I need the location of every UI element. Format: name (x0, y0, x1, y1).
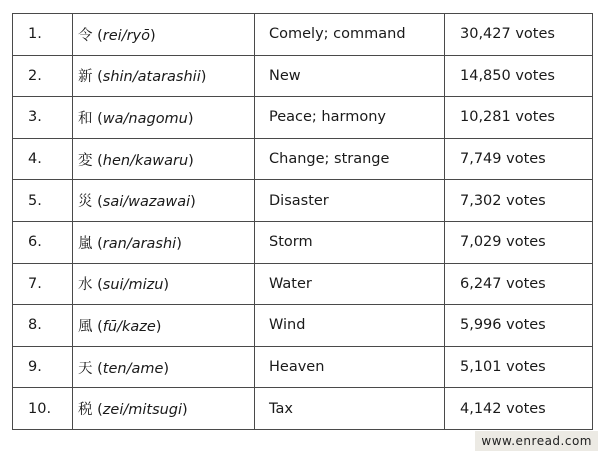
votes-cell: 7,029 votes (445, 221, 593, 263)
rank-cell: 8. (13, 305, 73, 347)
kanji-cell: 天 (ten/ame) (73, 346, 255, 388)
meaning-cell: Tax (255, 388, 445, 430)
meaning-cell: Heaven (255, 346, 445, 388)
kanji-cell: 災 (sai/wazawai) (73, 180, 255, 222)
table-row (13, 55, 593, 97)
table-body (13, 14, 593, 430)
kanji-cell: 和 (wa/nagomu) (73, 97, 255, 139)
kanji-reading: sai/wazawai (102, 194, 191, 211)
kanji-character: 和 (78, 110, 93, 127)
table-row (13, 97, 593, 139)
rank-cell: 9. (13, 346, 73, 388)
kanji-cell: 税 (zei/mitsugi) (73, 388, 255, 430)
kanji-ranking-table (12, 13, 593, 430)
kanji-reading: wa/nagomu (102, 110, 188, 127)
table-row (13, 388, 593, 430)
kanji-reading: fū/kaze (102, 318, 156, 335)
votes-cell: 5,996 votes (445, 305, 593, 347)
kanji-cell: 嵐 (ran/arashi) (73, 221, 255, 263)
kanji-cell: 水 (sui/mizu) (73, 263, 255, 305)
meaning-cell: Disaster (255, 180, 445, 222)
rank-cell: 1. (13, 14, 73, 56)
votes-cell: 10,281 votes (445, 97, 593, 139)
table-row (13, 263, 593, 305)
meaning-cell: Storm (255, 221, 445, 263)
table-row (13, 346, 593, 388)
meaning-cell: Change; strange (255, 138, 445, 180)
kanji-reading: shin/atarashii (102, 69, 201, 86)
rank-cell: 10. (13, 388, 73, 430)
meaning-cell: Comely; command (255, 14, 445, 56)
kanji-reading: rei/ryō (102, 27, 150, 44)
meaning-cell: Wind (255, 305, 445, 347)
kanji-cell: 風 (fū/kaze) (73, 305, 255, 347)
votes-cell: 7,302 votes (445, 180, 593, 222)
kanji-reading: zei/mitsugi (102, 402, 183, 419)
votes-cell: 30,427 votes (445, 14, 593, 56)
votes-cell: 6,247 votes (445, 263, 593, 305)
kanji-reading: sui/mizu (102, 277, 164, 294)
kanji-character: 風 (78, 318, 93, 335)
kanji-cell: 令 (rei/ryō) (73, 14, 255, 56)
meaning-cell: New (255, 55, 445, 97)
rank-cell: 7. (13, 263, 73, 305)
table-row (13, 180, 593, 222)
kanji-character: 災 (78, 194, 93, 211)
rank-cell: 6. (13, 221, 73, 263)
rank-cell: 5. (13, 180, 73, 222)
rank-cell: 2. (13, 55, 73, 97)
kanji-reading: ten/ame (102, 360, 164, 377)
kanji-character: 新 (78, 69, 93, 86)
kanji-character: 水 (78, 277, 93, 294)
meaning-cell: Peace; harmony (255, 97, 445, 139)
votes-cell: 4,142 votes (445, 388, 593, 430)
kanji-character: 税 (78, 402, 93, 419)
rank-cell: 4. (13, 138, 73, 180)
votes-cell: 14,850 votes (445, 55, 593, 97)
kanji-character: 天 (78, 360, 93, 377)
kanji-cell: 変 (hen/kawaru) (73, 138, 255, 180)
table-row (13, 138, 593, 180)
kanji-reading: hen/kawaru (102, 152, 189, 169)
kanji-character: 変 (78, 152, 93, 169)
rank-cell: 3. (13, 97, 73, 139)
kanji-cell: 新 (shin/atarashii) (73, 55, 255, 97)
site-watermark: www.enread.com (475, 431, 598, 451)
kanji-character: 令 (78, 27, 93, 44)
meaning-cell: Water (255, 263, 445, 305)
table-row (13, 305, 593, 347)
table-row (13, 221, 593, 263)
kanji-reading: ran/arashi (102, 235, 177, 252)
kanji-character: 嵐 (78, 235, 93, 252)
votes-cell: 7,749 votes (445, 138, 593, 180)
table-row (13, 14, 593, 56)
votes-cell: 5,101 votes (445, 346, 593, 388)
